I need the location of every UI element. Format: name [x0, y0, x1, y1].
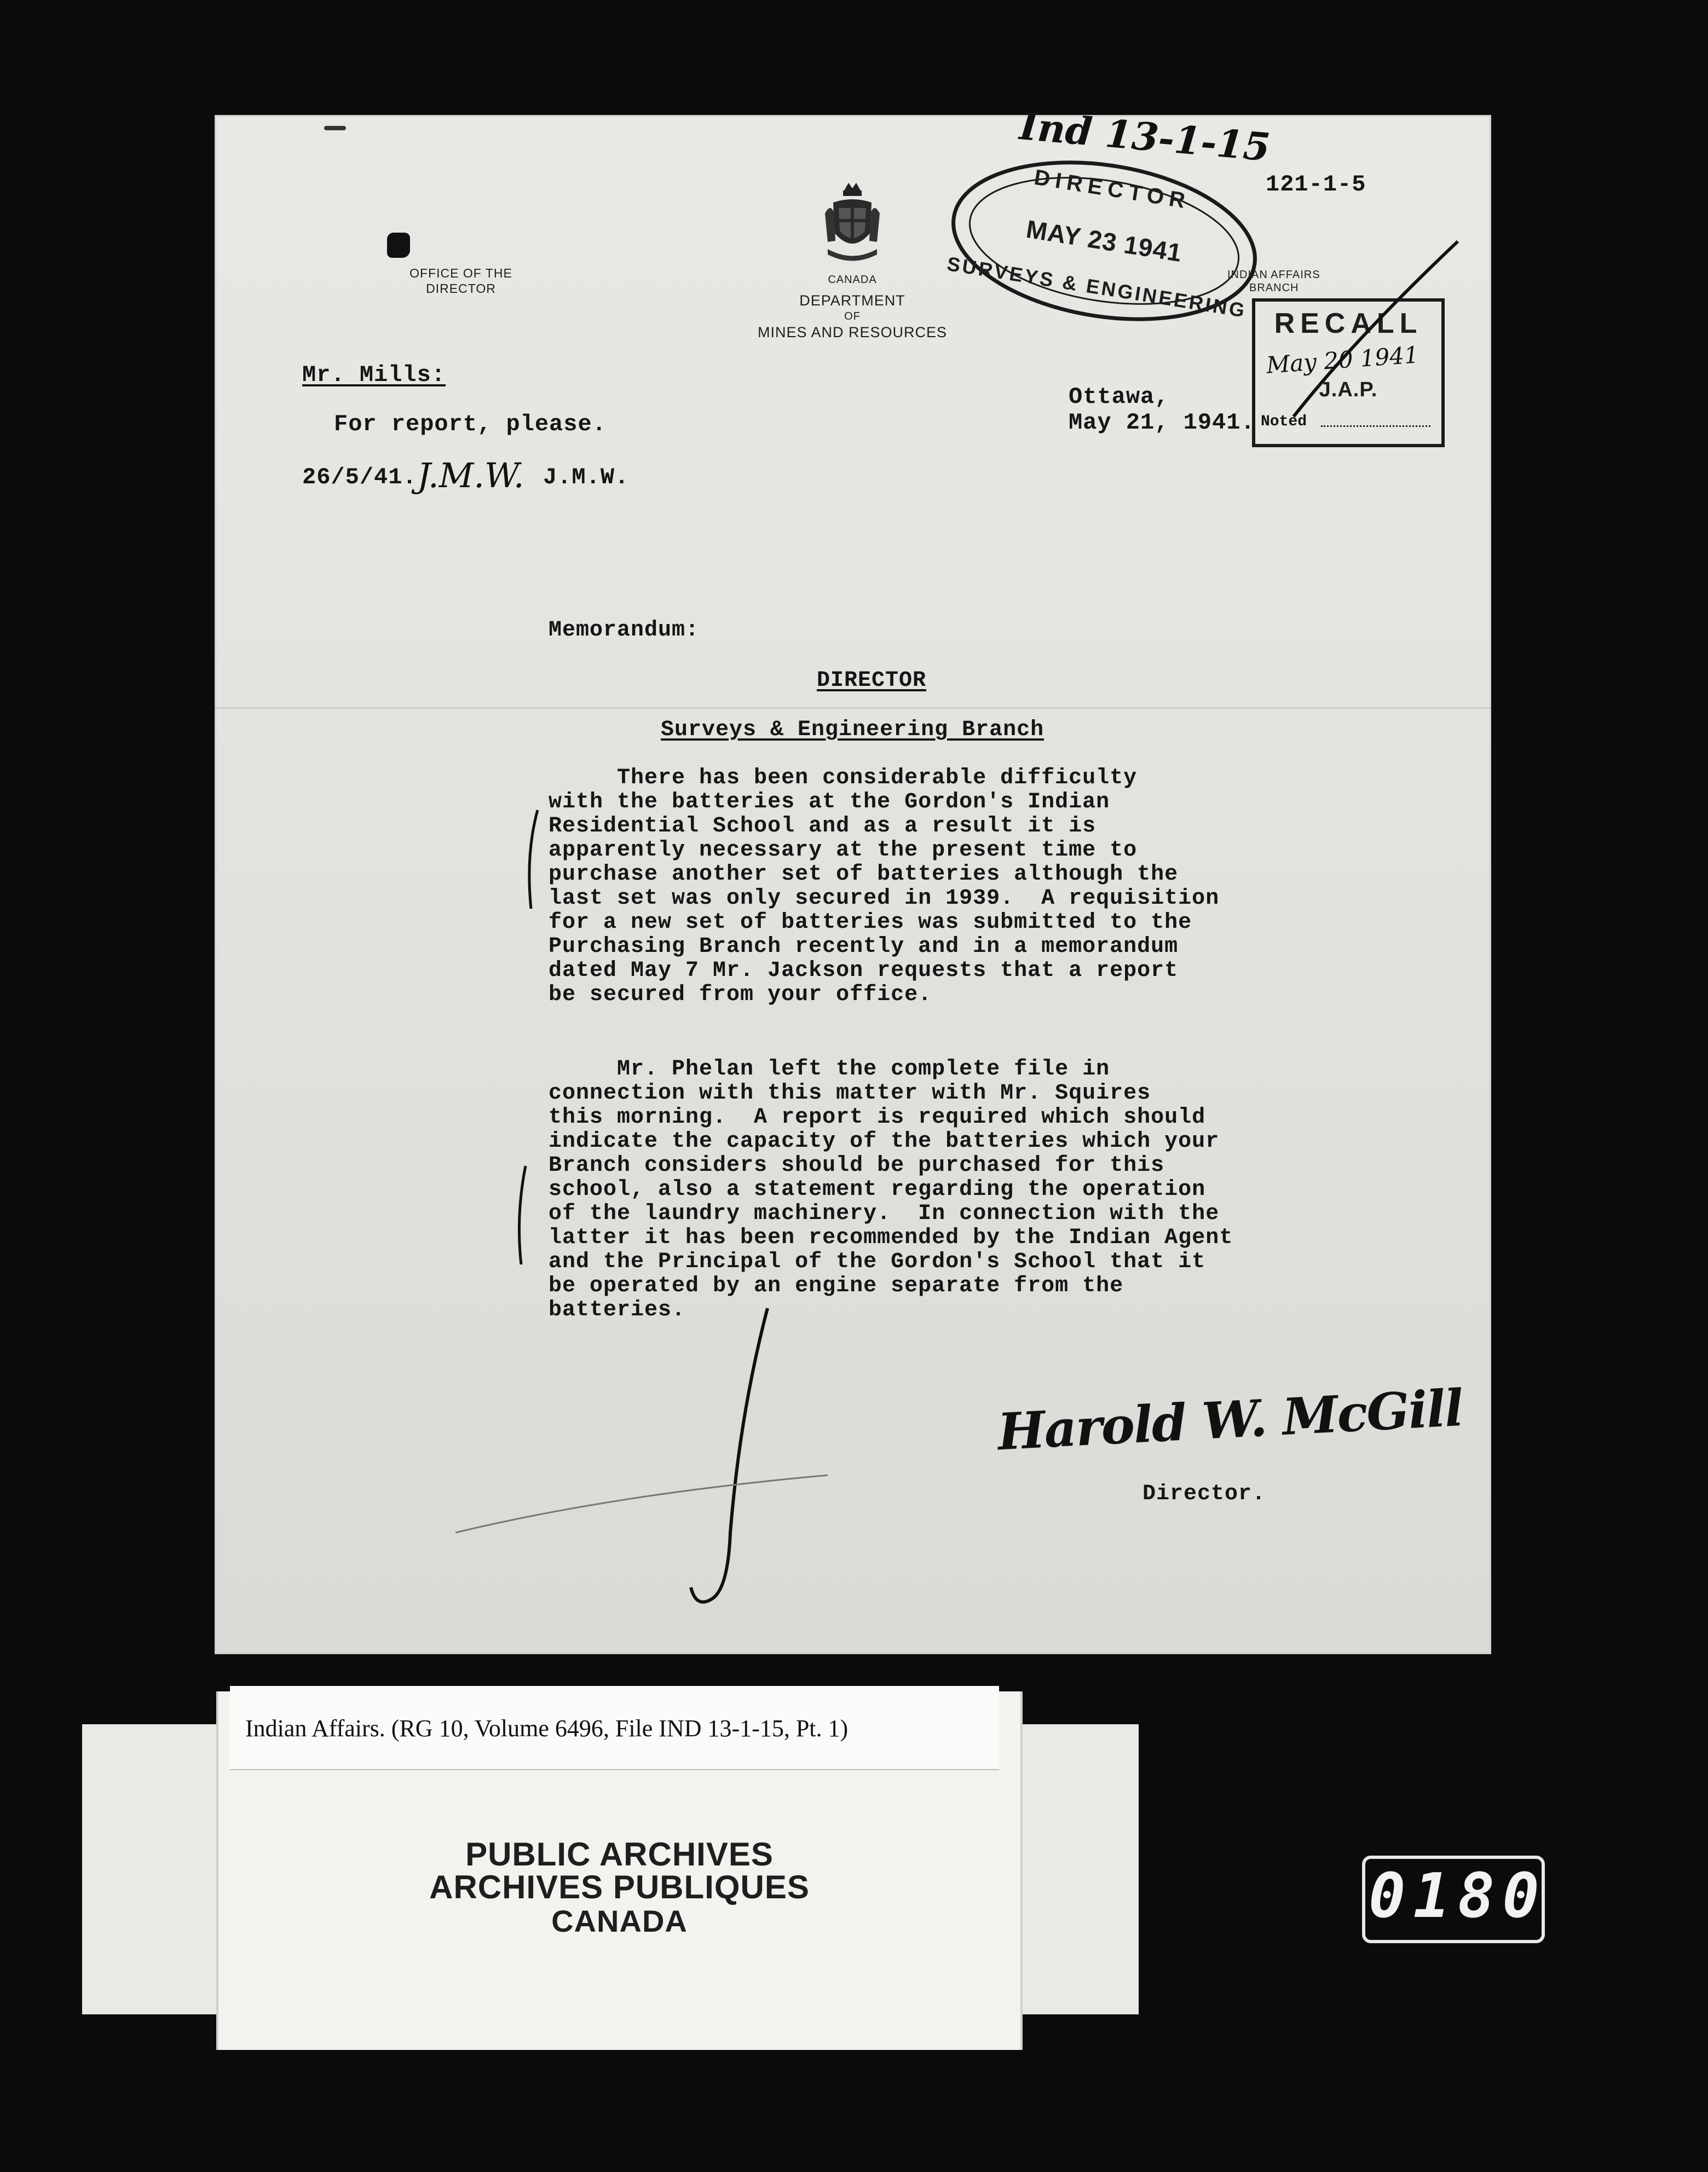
paragraph-2 [549, 1058, 1233, 1322]
text-line: Residential School and as a result it is [549, 814, 1097, 839]
stamp-date: MAY 23 1941 [1024, 214, 1184, 268]
handwritten-check-stroke [680, 1303, 778, 1609]
text-line: for a new set of batteries was submitted to the [549, 910, 1192, 935]
text-line: batteries. [549, 1298, 686, 1322]
archive-line3: CANADA [551, 1904, 688, 1938]
citation-strip [230, 1686, 999, 1769]
indian-affairs-line2: BRANCH [1249, 282, 1299, 294]
text-line: latter it has been recommended by the Indian Agent [549, 1226, 1233, 1250]
text-line: this morning. A report is required which should [549, 1105, 1206, 1130]
paper-fold [215, 707, 1491, 709]
recall-initials: J.A.P. [1319, 378, 1378, 401]
text-line: Branch considers should be purchased for this [549, 1153, 1165, 1178]
file-number: 121-1-5 [1266, 171, 1366, 198]
margin-bracket-mark-1 [521, 805, 543, 914]
recall-stamp [1252, 298, 1445, 447]
text-line: of the laundry machinery. In connection with the [549, 1201, 1220, 1226]
received-stamp [938, 138, 1271, 344]
recall-noted: Noted [1261, 413, 1307, 430]
stamp-branch-text: SURVEYS & ENGINEERING [945, 252, 1249, 322]
recall-date: May 20 1941 [1265, 341, 1420, 379]
text-line: last set was only secured in 1939. A requisition [549, 886, 1220, 911]
letter-date: May 21, 1941. [1069, 409, 1255, 436]
stamp-director-text: DIRECTOR [1032, 165, 1192, 214]
text-line: dated May 7 Mr. Jackson requests that a report [549, 958, 1179, 983]
addressee: Mr. Mills: [302, 362, 446, 388]
director-signature: Harold W. McGill [996, 1378, 1464, 1462]
text-line: purchase another set of batteries although the [549, 862, 1179, 887]
canada-coat-of-arms-icon [822, 181, 882, 263]
ink-mark [324, 126, 346, 130]
memorandum-label: Memorandum: [549, 618, 700, 643]
text-line: be secured from your office. [549, 983, 932, 1007]
handwritten-file-reference: Ind 13-1-15 [1018, 103, 1272, 170]
text-line: Purchasing Branch recently and in a memorandum [549, 934, 1179, 959]
frame-counter-digits: 0180 [1369, 1861, 1547, 1932]
recipient-branch: Surveys & Engineering Branch [661, 718, 1045, 742]
frame-counter [1362, 1856, 1545, 1943]
pencil-stroke [450, 1472, 833, 1538]
ink-blot [387, 233, 410, 258]
recall-check-stroke [1288, 236, 1463, 422]
margin-bracket-mark-2 [510, 1160, 532, 1270]
text-line: be operated by an engine separate from the [549, 1274, 1124, 1298]
country-label: CANADA [828, 274, 877, 286]
routing-typed-initials: J.M.W. [543, 464, 630, 490]
department-label: DEPARTMENT [799, 292, 905, 309]
text-line: Mr. Phelan left the complete file in [549, 1057, 1110, 1082]
routing-instruction: For report, please. [334, 411, 607, 437]
text-line: with the batteries at the Gordon's Indian [549, 790, 1110, 814]
text-line: connection with this matter with Mr. Squires [549, 1081, 1151, 1106]
indian-affairs-line1: INDIAN AFFAIRS [1227, 269, 1320, 281]
paragraph-1 [549, 766, 1219, 1007]
office-line1: OFFICE OF THE [409, 266, 512, 280]
text-line: apparently necessary at the present time to [549, 838, 1138, 863]
ministry-label: MINES AND RESOURCES [757, 324, 948, 340]
place: Ottawa, [1069, 384, 1169, 410]
text-line: school, also a statement regarding the operation [549, 1177, 1206, 1202]
letterhead-department [735, 273, 970, 342]
recipient-title: DIRECTOR [817, 668, 927, 693]
office-line2: DIRECTOR [426, 281, 496, 296]
archive-line2: ARCHIVES PUBLIQUES [429, 1869, 810, 1905]
citation-text: Indian Affairs. (RG 10, Volume 6496, File IND 13-1-15, Pt. 1) [245, 1715, 849, 1742]
department-of-label: OF [844, 310, 861, 322]
text-line: and the Principal of the Gordon's School that it [549, 1250, 1206, 1274]
archive-line1: PUBLIC ARCHIVES [465, 1836, 774, 1873]
text-line: There has been considerable difficulty [549, 766, 1138, 790]
routing-date: 26/5/41. [302, 464, 417, 490]
recall-noted-line [1321, 425, 1430, 427]
memo-paper [215, 103, 1491, 1654]
signature-title: Director. [1142, 1482, 1266, 1506]
text-line: indicate the capacity of the batteries which your [549, 1129, 1220, 1154]
routing-handwritten-initials: J.M.W. [417, 455, 524, 495]
office-of-director-label [395, 265, 527, 296]
recall-title: RECALL [1274, 308, 1423, 339]
